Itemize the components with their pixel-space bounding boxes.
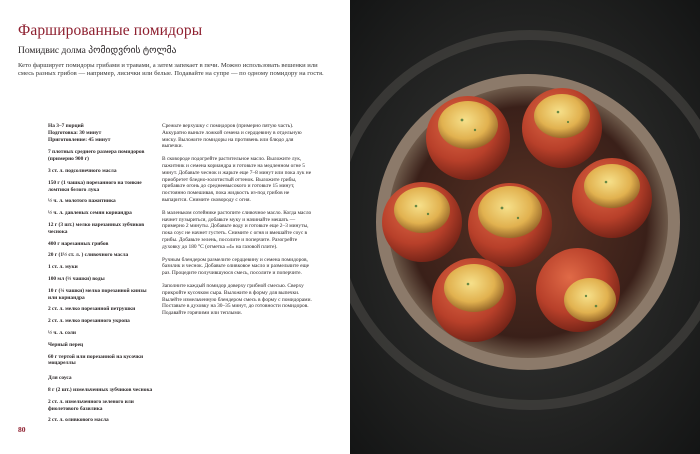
tomato-center bbox=[468, 183, 552, 267]
ingredient-item: ½ ч. л. соли bbox=[48, 329, 76, 336]
sauce-item: 2 ст. л. оливкового масла bbox=[48, 417, 109, 424]
recipe-intro: Кето фарширует помидоры грибами и травами, а затем запекает в печи. Можно использовать вешенки или смесь разных грибов — например, лисички или белые. Подавайте на супре — по одному помидору на гостя. bbox=[18, 62, 324, 78]
servings: На 3–7 порций bbox=[48, 123, 84, 129]
stuffed-tomatoes-illustration bbox=[350, 0, 700, 454]
ingredient-item: 20 г (1½ ст. л. ) сливочного масла bbox=[48, 252, 129, 259]
ingredient-item: 2 ст. л. мелко порезанного укропа bbox=[48, 318, 130, 325]
recipe-subtitle: Помидвис долма პომიდვრის ტოლმა bbox=[18, 46, 177, 56]
method-step: Срежьте верхушку с помидоров (примерно пятую часть). Аккуратно выньте ложкой семена и сердцевину в отдельную миску. Выложите помидоры на противень или блюдо для выпечки. bbox=[162, 123, 302, 150]
ingredient-item: Черный перец bbox=[48, 341, 84, 348]
ingredient-item: 1 ст. л. муки bbox=[48, 264, 78, 271]
ingredient-item: 7 плотных среднего размера помидоров (примерно 900 г) bbox=[48, 149, 145, 163]
tomato-bottom-right bbox=[536, 248, 620, 332]
ingredient-item: 2 ст. л. мелко порезанной петрушки bbox=[48, 306, 136, 313]
ingredient-item: 3 ст. л. подсолнечного масла bbox=[48, 167, 117, 174]
ingredient-item: 100 мл (⅓ чашки) воды bbox=[48, 275, 105, 282]
recipe-title: Фаршированные помидоры bbox=[18, 22, 203, 39]
tomato-top-left bbox=[426, 96, 510, 180]
page-number: 80 bbox=[18, 425, 26, 434]
method-step: В сковороде подогрейте растительное масло. Выложите лук, пажитник и семена кориандра и готовьте на медленном огне 5 минут. Добавьте чеснок и жарьте еще 7–8 минут или пока лук не приобретет бледно-золотистый оттенок. Выложите грибы, прибавьте огонь до среднеевысокого и готовьте 15 минут, постоянно помешивая, пока жидкость из-под грибов не выпарится. Снимите сковороду с огня. bbox=[162, 156, 312, 203]
ingredient-item: ½ ч. л. молотого пажитника bbox=[48, 198, 116, 205]
cook-time: Приготовление: 45 минут bbox=[48, 136, 111, 143]
tomato-middle-right bbox=[572, 158, 652, 238]
sauce-item: 2 ст. л. измельченного зеленого или фиолетового базилика bbox=[48, 398, 134, 412]
prep-time: Подготовка: 30 минут bbox=[48, 129, 102, 136]
ingredient-item: 10 г (¼ чашки) мелко порезанной кинзы или кориандра bbox=[48, 287, 147, 301]
ingredient-list bbox=[48, 149, 156, 367]
ingredient-item: 60 г тертой или порезанной на кусочки моцареллы bbox=[48, 353, 144, 367]
sauce-title: Для соуса bbox=[48, 375, 72, 382]
tomato-bottom-left bbox=[432, 258, 516, 342]
method-step: В маленьком сотейнике растопите сливочное масло. Когда масло начнет пузыриться, добавьте муку и начинайте мешать — примерно 2 минуты. Добавьте воду и готовьте еще 2–3 минуты, пока соус не начнет густеть. Снимите с огня и вмешайте соус в грибы. Добавьте зелень, посолите и поперчите. Разогрейте духовку до 180 °С (отметка «4» на газовой плите). bbox=[162, 209, 312, 250]
method-column bbox=[162, 123, 314, 323]
ingredient-item: 400 г нарезанных грибов bbox=[48, 240, 109, 247]
method-step: Ручным блендером размелите сердцевину и семена помидоров, базилик и чеснок. Добавьте оливковое масло и размельчите еще раз. Процедите получившуюся смесь, посолите и поперчите. bbox=[162, 256, 310, 277]
sauce-item: 8 г (2 шт.) измельченных зубчиков чеснока bbox=[48, 386, 153, 393]
tomato-middle-left bbox=[382, 182, 462, 262]
ingredients-column bbox=[48, 123, 156, 424]
ingredient-item: 150 г (1 чашка) порезанного на тонкие ломтики белого лука bbox=[48, 179, 142, 193]
tomato-top-right bbox=[522, 88, 602, 168]
ingredient-item: 12 г (3 шт.) мелко нарезанных зубчиков чеснока bbox=[48, 221, 145, 235]
ingredient-item: ½ ч. л. давленых семян кориандра bbox=[48, 210, 132, 217]
food-photo bbox=[350, 0, 700, 454]
method-step: Заполните каждый помидор доверху грибной смесью. Сверху прикройте кусочком сыра. Выложите в форму для выпечки. Вылейте измельченную блендером смесь в форму с помидорами. Поставьте в духовку на 30–35 минут, до готовности помидоров. Подавайте горячими или теплыми. bbox=[162, 282, 312, 317]
